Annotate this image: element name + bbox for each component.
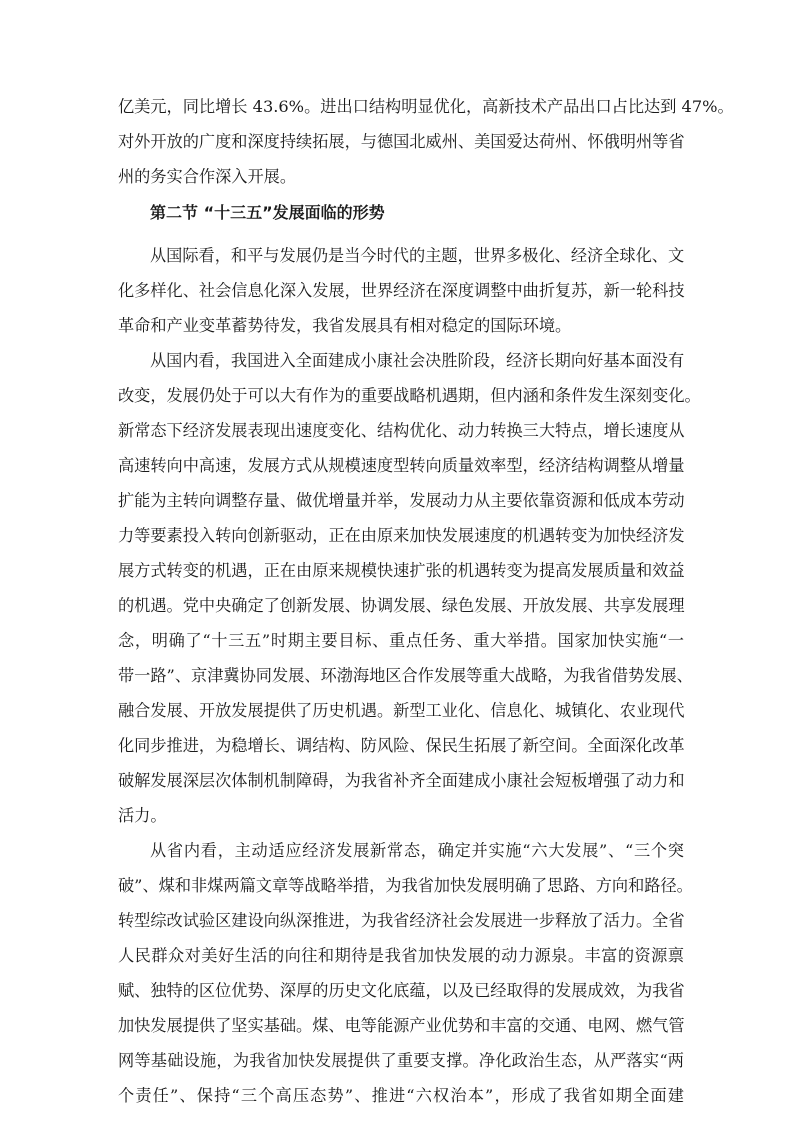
paragraph-line: 转型综改试验区建设向纵深推进，为我省经济社会发展进一步释放了活力。全省: [118, 911, 685, 930]
paragraph-line: 从国际看，和平与发展仍是当今时代的主题，世界多极化、经济全球化、文: [150, 246, 685, 265]
paragraph-line: 带一路”、京津冀协同发展、环渤海地区合作发展等重大战略，为我省借势发展、: [118, 666, 693, 685]
paragraph-line: 化同步推进，为稳增长、调结构、防风险、保民生拓展了新空间。全面深化改革: [118, 736, 685, 755]
paragraph-line: 高速转向中高速，发展方式从规模速度型转向质量效率型，经济结构调整从增量: [118, 456, 685, 475]
paragraph-line: 扩能为主转向调整存量、做优增量并举，发展动力从主要依靠资源和低成本劳动: [118, 491, 685, 510]
paragraph-line: 活力。: [118, 806, 167, 825]
paragraph-line: 革命和产业变革蓄势待发，我省发展具有相对稳定的国际环境。: [118, 316, 572, 335]
paragraph-line: 念，明确了“十三五”时期主要目标、重点任务、重大举措。国家加快实施“一: [118, 631, 684, 650]
section-heading: 第二节 “十三五”发展面临的形势: [150, 203, 385, 222]
paragraph-line: 个责任”、保持“三个高压态势”、推进“六权治本”，形成了我省如期全面建: [118, 1086, 684, 1105]
paragraph-line: 新常态下经济发展表现出速度变化、结构优化、动力转换三大特点，增长速度从: [118, 421, 685, 440]
paragraph-line: 改变，发展仍处于可以大有作为的重要战略机遇期，但内涵和条件发生深刻变化。: [118, 386, 701, 405]
paragraph-line: 化多样化、社会信息化深入发展，世界经济在深度调整中曲折复苏，新一轮科技: [118, 281, 685, 300]
paragraph-line: 融合发展、开放发展提供了历史机遇。新型工业化、信息化、城镇化、农业现代: [118, 701, 685, 720]
paragraph-line: 州的务实合作深入开展。: [118, 167, 297, 186]
paragraph-line: 从国内看，我国进入全面建成小康社会决胜阶段，经济长期向好基本面没有: [150, 351, 685, 370]
paragraph-line: 破解发展深层次体制机制障碍，为我省补齐全面建成小康社会短板增强了动力和: [118, 771, 685, 790]
paragraph-line: 从省内看，主动适应经济发展新常态，确定并实施“六大发展”、“三个突: [150, 841, 684, 860]
paragraph-line: 赋、独特的区位优势、深厚的历史文化底蕴，以及已经取得的发展成效，为我省: [118, 981, 685, 1000]
paragraph-line: 的机遇。党中央确定了创新发展、协调发展、绿色发展、开放发展、共享发展理: [118, 596, 685, 615]
paragraph-line: 展方式转变的机遇，正在由原来规模快速扩张的机遇转变为提高发展质量和效益: [118, 561, 685, 580]
paragraph-line: 网等基础设施，为我省加快发展提供了重要支撑。净化政治生态，从严落实“两: [118, 1051, 684, 1070]
paragraph-line: 加快发展提供了坚实基础。煤、电等能源产业优势和丰富的交通、电网、燃气管: [118, 1016, 685, 1035]
paragraph-line: 人民群众对美好生活的向往和期待是我省加快发展的动力源泉。丰富的资源禀: [118, 946, 684, 965]
paragraph-line: 力等要素投入转向创新驱动，正在由原来加快发展速度的机遇转变为加快经济发: [118, 526, 685, 545]
paragraph-line: 对外开放的广度和深度持续拓展，与德国北威州、美国爱达荷州、怀俄明州等省: [118, 132, 685, 151]
paragraph-line: 破”、煤和非煤两篇文章等战略举措，为我省加快发展明确了思路、方向和路径。: [118, 876, 693, 895]
paragraph-line: 亿美元，同比增长 43.6%。进出口结构明显优化，高新技术产品出口占比达到 47%。: [118, 97, 734, 116]
